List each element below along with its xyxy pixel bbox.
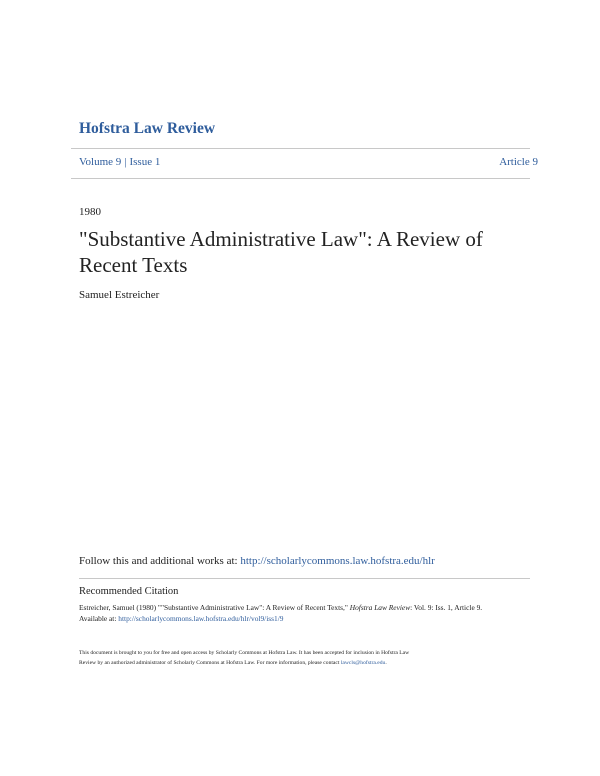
contact-email-link[interactable]: lawcls@hofstra.edu [340,660,386,666]
citation-journal: Hofstra Law Review [349,603,411,612]
article-permalink[interactable]: http://scholarlycommons.law.hofstra.edu/hlr/vol9/iss1/9 [118,614,284,623]
recommended-citation-heading: Recommended Citation [79,586,179,597]
access-notice [79,648,539,668]
article-title-line-1: "Substantive Administrative Law": A Review of [79,227,483,251]
citation-rest: : Vol. 9: Iss. 1, Article 9. [410,603,483,612]
journal-title-link[interactable]: Hofstra Law Review [79,120,216,137]
issue-link[interactable]: Issue 1 [129,156,161,168]
notice-line-2-end: . [385,660,387,666]
citation-block [79,602,539,624]
article-title-line-2: Recent Texts [79,253,188,277]
header-divider-bottom [71,178,530,179]
available-prefix: Available at: [79,614,119,623]
volume-issue-line [79,156,160,168]
article-title [79,226,539,278]
follow-prefix: Follow this and additional works at: [79,555,241,567]
citation-text: Estreicher, Samuel (1980) ""Substantive Administrative Law": A Review of Recent Texts," [79,603,350,612]
article-number-link[interactable]: Article 9 [499,156,538,168]
notice-line-2: Review by an authorized administrator of Scholarly Commons at Hofstra Law. For more information, please contact [79,660,341,666]
notice-line-1: This document is brought to you for free and open access by Scholarly Commons at Hofstra Law. It has been accepted for inclusion in Hofstra Law [79,650,410,656]
header-divider-top [71,148,530,149]
follow-line [79,555,435,567]
repository-link[interactable]: http://scholarlycommons.law.hofstra.edu/hlr [240,555,435,567]
publication-year: 1980 [79,206,101,218]
citation-divider [79,578,530,579]
volume-link[interactable]: Volume 9 [79,156,122,168]
author-name: Samuel Estreicher [79,289,160,301]
volume-issue-separator: | [124,156,127,168]
